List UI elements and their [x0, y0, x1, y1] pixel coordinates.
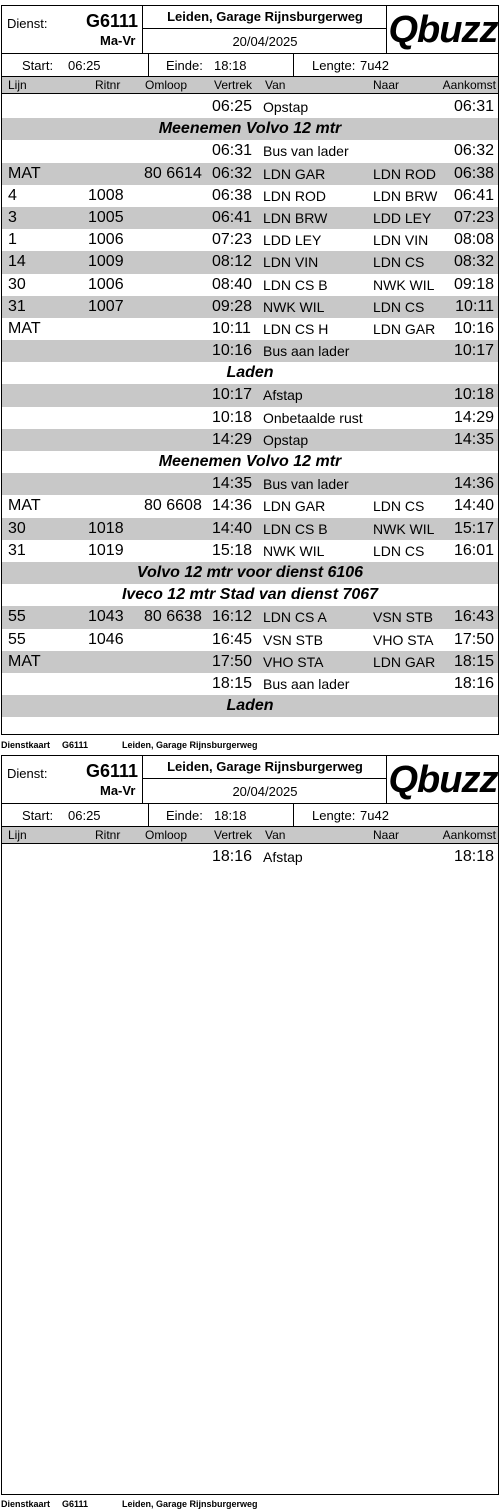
cell-vertrek: 10:11: [212, 319, 251, 337]
col-lijn: Lijn: [8, 828, 27, 842]
cell-van: VHO STA: [263, 653, 324, 670]
cell-ritnr: 1019: [88, 541, 124, 559]
table-row: [2, 518, 498, 540]
table-row: [2, 606, 498, 628]
cell-aankomst: 17:50: [453, 630, 494, 648]
cell-aankomst: 10:18: [453, 386, 494, 404]
dienst-number: G6111: [86, 11, 139, 31]
cell-aankomst: 14:40: [453, 497, 494, 515]
section-title-row: [2, 584, 498, 606]
cell-lijn: 30: [8, 275, 26, 293]
table-row: [2, 251, 498, 273]
cell-aankomst: 10:17: [453, 342, 494, 360]
duty-summary: [2, 804, 498, 826]
col-naar: Naar: [373, 828, 400, 842]
table-row: [2, 296, 498, 318]
cell-lijn: 14: [8, 253, 26, 271]
cell-van: LDN CS A: [263, 609, 327, 626]
cell-vertrek: 10:18: [212, 408, 253, 426]
qbuzz-logo: Qbuzz: [388, 9, 498, 51]
section-title-row: [2, 451, 498, 473]
table-row: [2, 96, 498, 118]
footer-dienst: G6111: [62, 1499, 89, 1509]
cell-aankomst: 06:41: [453, 186, 494, 204]
cell-lijn: 31: [8, 541, 26, 559]
column-header: [2, 76, 498, 94]
cell-van: LDN CS B: [263, 520, 328, 537]
cell-vertrek: 14:36: [212, 497, 253, 515]
section-title: Volvo 12 mtr voor dienst 6106: [136, 563, 364, 581]
cell-vertrek: 06:32: [212, 164, 253, 182]
cell-lijn: 4: [8, 186, 17, 204]
cell-van: LDN GAR: [263, 165, 326, 182]
cell-van: LDN GAR: [263, 498, 326, 515]
cell-van: LDN BRW: [263, 209, 328, 226]
col-vertrek: Vertrek: [214, 828, 253, 842]
cell-lijn: MAT: [8, 652, 41, 670]
cell-aankomst: 10:16: [453, 319, 494, 337]
cell-vertrek: 09:28: [212, 297, 253, 315]
cell-van: Onbetaalde rust: [263, 409, 363, 426]
date: 20/04/2025: [232, 34, 298, 49]
end-time: 18:18: [214, 58, 247, 73]
cell-aankomst: 16:43: [453, 608, 494, 626]
cell-naar: LDN CS: [373, 542, 425, 559]
footer-label: Dienstkaart: [1, 740, 51, 750]
start-time: 06:25: [68, 808, 101, 823]
location: Leiden, Garage Rijnsburgerweg: [167, 9, 363, 24]
length-value: 7u42: [360, 58, 389, 73]
section-title: Meenemen Volvo 12 mtr: [158, 453, 342, 470]
cell-omloop: 80 6638: [144, 608, 202, 626]
section-title-row: [2, 562, 498, 584]
col-vertrek: Vertrek: [214, 78, 253, 92]
cell-vertrek: 10:17: [212, 386, 253, 404]
footer-dienst: G6111: [62, 740, 89, 750]
section-title: Meenemen Volvo 12 mtr: [158, 120, 342, 138]
cell-naar: VHO STA: [373, 631, 434, 648]
length-label: Lengte:: [312, 58, 356, 73]
qbuzz-logo: Qbuzz: [388, 759, 498, 801]
cell-lijn: 1: [8, 231, 17, 249]
cell-van: LDD LEY: [263, 232, 322, 249]
cell-van: LDN VIN: [263, 254, 319, 271]
cell-van: Opstap: [263, 431, 309, 448]
col-aankomst: Aankomst: [442, 828, 496, 842]
cell-aankomst: 18:15: [453, 652, 494, 670]
cell-aankomst: 14:36: [453, 475, 494, 493]
table-row: [2, 163, 498, 185]
start-time: 06:25: [68, 58, 101, 73]
cell-vertrek: 08:40: [212, 275, 253, 293]
cell-aankomst: 18:18: [453, 848, 494, 865]
cell-lijn: 3: [8, 208, 17, 226]
cell-aankomst: 08:32: [453, 253, 494, 271]
cell-naar: LDN GAR: [373, 320, 436, 337]
end-label: Einde:: [166, 808, 203, 823]
end-label: Einde:: [166, 58, 203, 73]
cell-van: LDN CS H: [263, 320, 329, 337]
col-aankomst: Aankomst: [442, 78, 496, 92]
table-row: [2, 185, 498, 207]
table-row: [2, 429, 498, 451]
cell-vertrek: 06:38: [212, 186, 253, 204]
table-row: [2, 318, 498, 340]
dienst-label: Dienst:: [7, 766, 48, 781]
schedule-rows: [2, 846, 498, 868]
table-row: [2, 540, 498, 562]
cell-naar: LDN CS: [373, 298, 425, 315]
duty-card-1: [1, 5, 499, 735]
cell-naar: LDN CS: [373, 254, 425, 271]
cell-omloop: 80 6608: [144, 497, 202, 515]
section-title: Laden: [226, 364, 274, 382]
cell-aankomst: 10:11: [455, 297, 494, 315]
cell-van: Opstap: [263, 99, 309, 115]
cell-naar: VSN STB: [373, 609, 433, 626]
cell-van: Afstap: [263, 387, 303, 404]
card-header: [2, 756, 498, 804]
cell-vertrek: 06:31: [212, 142, 253, 160]
cell-van: Afstap: [263, 849, 303, 865]
cell-naar: NWK WIL: [373, 520, 435, 537]
cell-aankomst: 14:29: [453, 408, 494, 426]
section-title: Laden: [226, 697, 274, 715]
cell-aankomst: 07:23: [453, 208, 494, 226]
cell-ritnr: 1008: [88, 186, 124, 204]
cell-vertrek: 15:18: [212, 541, 253, 559]
cell-vertrek: 14:40: [212, 519, 253, 537]
cell-lijn: MAT: [8, 497, 41, 515]
cell-van: LDN CS B: [263, 276, 328, 293]
table-row: [2, 207, 498, 229]
cell-naar: LDD LEY: [373, 209, 432, 226]
col-omloop: Omloop: [145, 828, 188, 842]
cell-ritnr: 1006: [88, 231, 124, 249]
cell-lijn: 55: [8, 608, 26, 626]
cell-aankomst: 09:18: [453, 275, 494, 293]
cell-van: NWK WIL: [263, 298, 325, 315]
cell-naar: LDN BRW: [373, 187, 438, 204]
cell-omloop: 80 6614: [144, 164, 202, 182]
start-label: Start:: [22, 58, 54, 73]
cell-ritnr: 1018: [88, 519, 124, 537]
table-row: [2, 495, 498, 517]
length-value: 7u42: [360, 808, 389, 823]
cell-aankomst: 06:32: [453, 142, 494, 160]
dienst-label: Dienst:: [7, 16, 48, 31]
cell-ritnr: 1043: [88, 608, 124, 626]
footer-location: Leiden, Garage Rijnsburgerweg: [122, 740, 258, 750]
table-row: [2, 673, 498, 695]
cell-aankomst: 08:08: [453, 231, 494, 249]
cell-ritnr: 1006: [88, 275, 124, 293]
cell-van: Bus van lader: [263, 143, 349, 160]
table-row: [2, 384, 498, 406]
table-row: [2, 629, 498, 651]
cell-vertrek: 18:15: [212, 674, 253, 692]
cell-aankomst: 15:17: [453, 519, 494, 537]
footer-location: Leiden, Garage Rijnsburgerweg: [122, 1499, 258, 1509]
duty-summary: [2, 54, 498, 76]
cell-vertrek: 06:41: [212, 208, 253, 226]
section-title-row: [2, 362, 498, 384]
cell-aankomst: 16:01: [453, 541, 494, 559]
cell-van: NWK WIL: [263, 542, 325, 559]
cell-vertrek: 18:16: [212, 848, 253, 865]
cell-ritnr: 1046: [88, 630, 124, 648]
cell-ritnr: 1007: [88, 297, 124, 315]
cell-vertrek: 08:12: [212, 253, 253, 271]
cell-van: Bus van lader: [263, 476, 349, 493]
length-label: Lengte:: [312, 808, 356, 823]
col-ritnr: Ritnr: [95, 828, 121, 842]
section-title-row: [2, 695, 498, 717]
card-header: [2, 6, 498, 54]
table-row: [2, 651, 498, 673]
end-time: 18:18: [214, 808, 247, 823]
schedule-rows: [2, 96, 498, 717]
col-ritnr: Ritnr: [95, 78, 121, 92]
cell-vertrek: 16:45: [212, 630, 253, 648]
footer-label: Dienstkaart: [1, 1499, 51, 1509]
table-row: [2, 340, 498, 362]
col-naar: Naar: [373, 78, 400, 92]
cell-van: Bus aan lader: [263, 675, 350, 692]
cell-lijn: MAT: [8, 164, 41, 182]
col-van: Van: [265, 828, 286, 842]
cell-lijn: 55: [8, 630, 26, 648]
cell-vertrek: 14:35: [212, 475, 253, 493]
cell-ritnr: 1009: [88, 253, 124, 271]
cell-lijn: 31: [8, 297, 26, 315]
cell-lijn: 30: [8, 519, 26, 537]
cell-vertrek: 06:25: [212, 98, 253, 115]
cell-aankomst: 06:38: [453, 164, 494, 182]
table-row: [2, 407, 498, 429]
cell-naar: LDN GAR: [373, 653, 436, 670]
column-header: [2, 826, 498, 844]
cell-ritnr: 1005: [88, 208, 124, 226]
cell-naar: LDN VIN: [373, 232, 429, 249]
cell-vertrek: 14:29: [212, 430, 253, 448]
cell-vertrek: 17:50: [212, 652, 253, 670]
col-lijn: Lijn: [8, 78, 27, 92]
cell-aankomst: 14:35: [453, 430, 494, 448]
table-row: [2, 846, 498, 868]
days-label: Ma-Vr: [100, 783, 136, 798]
cell-lijn: MAT: [8, 319, 41, 337]
date: 20/04/2025: [232, 784, 298, 799]
days-label: Ma-Vr: [100, 33, 136, 48]
cell-aankomst: 06:31: [453, 98, 494, 115]
cell-vertrek: 07:23: [212, 231, 253, 249]
cell-naar: LDN CS: [373, 498, 425, 515]
duty-card-2: [1, 755, 499, 1495]
dienst-number: G6111: [86, 761, 139, 781]
table-row: [2, 274, 498, 296]
cell-van: LDN ROD: [263, 187, 327, 204]
section-title: Iveco 12 mtr Stad van dienst 7067: [121, 586, 379, 604]
location: Leiden, Garage Rijnsburgerweg: [167, 759, 363, 774]
col-van: Van: [265, 78, 286, 92]
start-label: Start:: [22, 808, 54, 823]
cell-vertrek: 16:12: [212, 608, 253, 626]
table-row: [2, 229, 498, 251]
cell-naar: NWK WIL: [373, 276, 435, 293]
table-row: [2, 140, 498, 162]
table-row: [2, 473, 498, 495]
cell-van: VSN STB: [263, 631, 323, 648]
cell-van: Bus aan lader: [263, 343, 350, 360]
col-omloop: Omloop: [145, 78, 188, 92]
cell-aankomst: 18:16: [453, 674, 494, 692]
cell-vertrek: 10:16: [212, 342, 253, 360]
cell-naar: LDN ROD: [373, 165, 437, 182]
section-title-row: [2, 118, 498, 140]
